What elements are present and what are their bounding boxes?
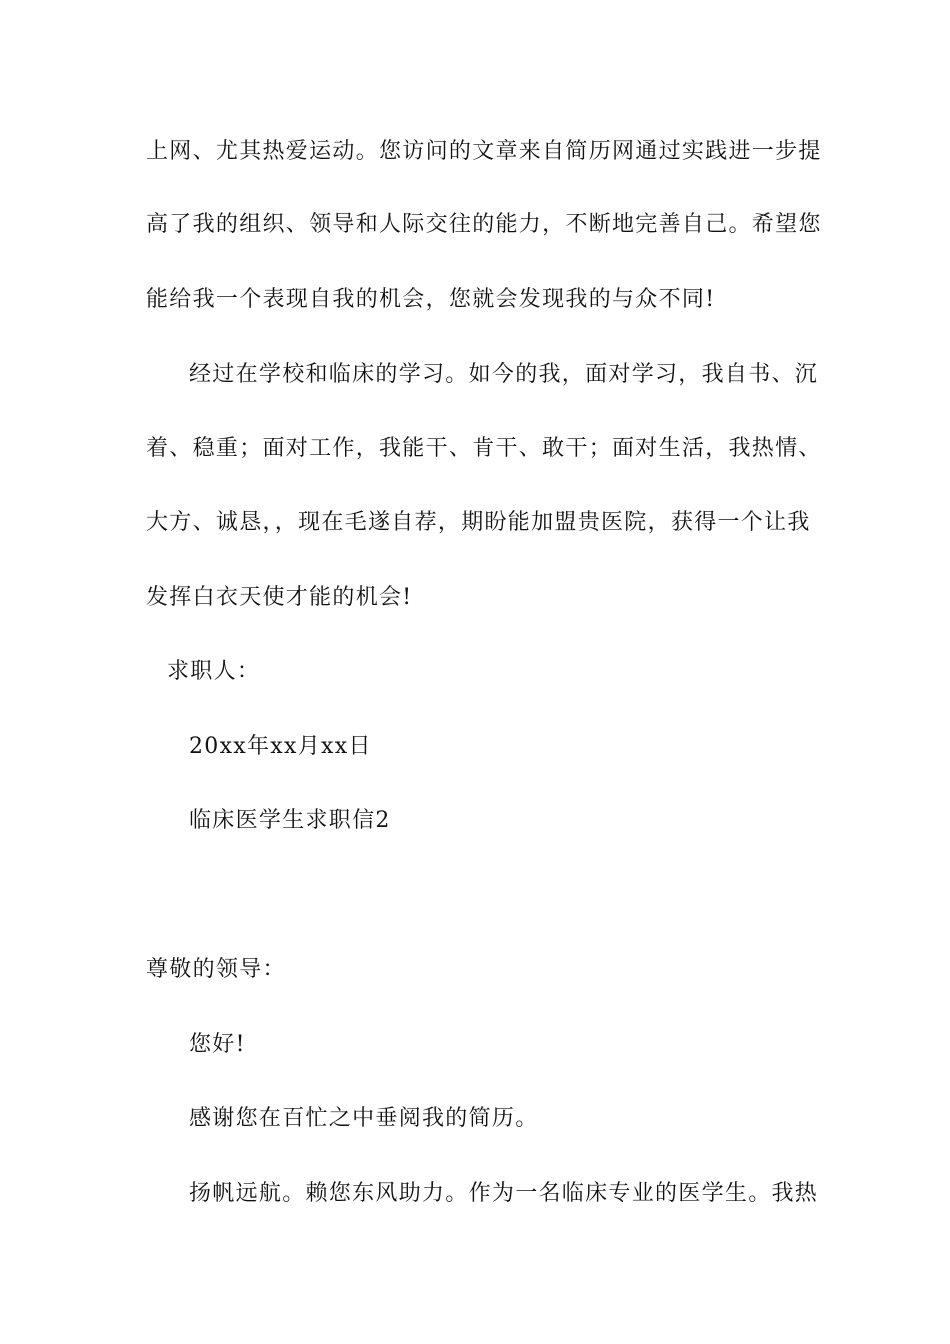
letter-date: 20xx年xx月xx日: [189, 734, 372, 759]
thanks-line: 感谢您在百忙之中垂阅我的简历。: [189, 1106, 539, 1131]
section-title: 临床医学生求职信2: [189, 808, 391, 833]
body-text-line: 发挥白衣天使才能的机会!: [146, 585, 413, 610]
body-text-line: 扬帆远航。赖您东风助力。作为一名临床专业的医学生。我热: [189, 1181, 819, 1206]
salutation: 尊敬的领导：: [146, 957, 286, 982]
signer-label: 求职人：: [167, 659, 261, 684]
body-text-line: 着、稳重；面对工作，我能干、肯干、敢干；面对生活，我热情、: [146, 436, 822, 461]
body-text-line: 上网、尤其热爱运动。您访问的文章来自简历网通过实践进一步提: [146, 139, 822, 164]
body-text-line: 能给我一个表现自我的机会，您就会发现我的与众不同!: [146, 287, 716, 312]
body-text-line: 大方、诚恳，，现在毛遂自荐，期盼能加盟贵医院，获得一个让我: [146, 510, 811, 535]
body-text-line: 高了我的组织、领导和人际交往的能力，不断地完善自己。希望您: [146, 212, 822, 237]
body-text-line: 经过在学校和临床的学习。如今的我，面对学习，我自书、沉: [189, 362, 819, 387]
greeting: 您好!: [189, 1032, 246, 1057]
